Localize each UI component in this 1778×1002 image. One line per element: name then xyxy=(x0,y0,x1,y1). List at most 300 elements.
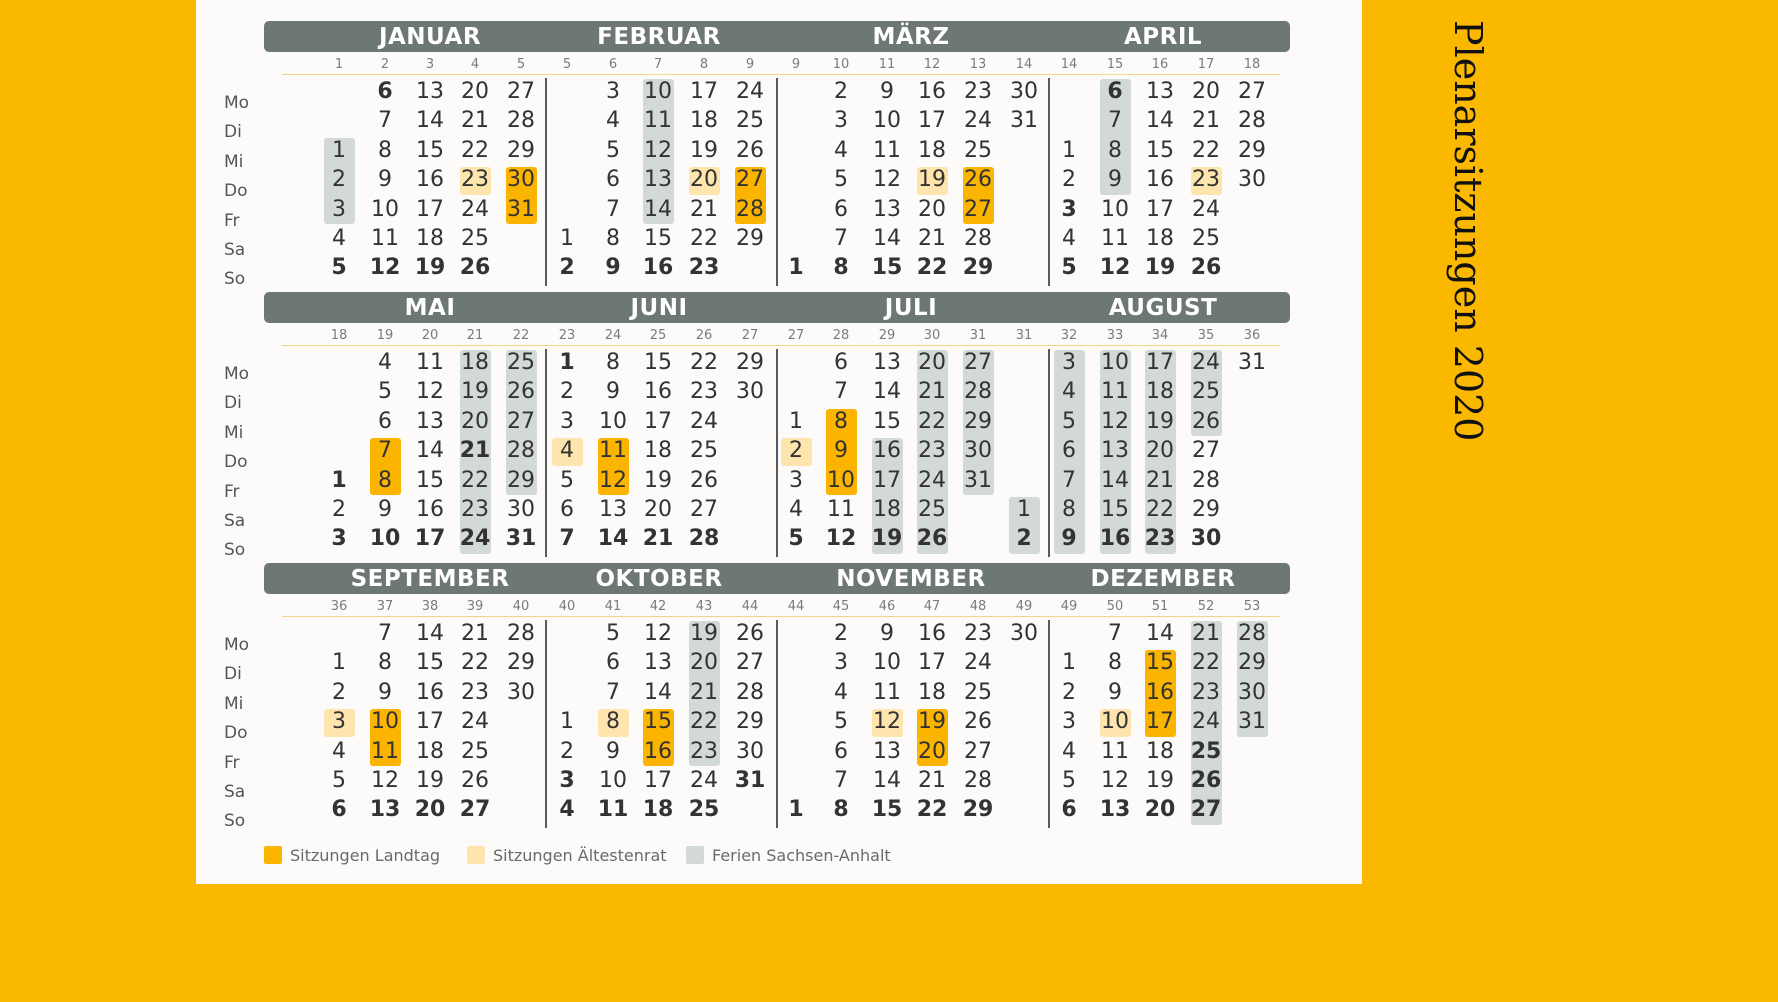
week-number: 5 xyxy=(562,57,572,72)
week-number: 36 xyxy=(330,599,348,614)
day-cell: 2 xyxy=(789,438,803,464)
week-number: 9 xyxy=(791,57,801,72)
week-number: 37 xyxy=(376,599,394,614)
day-cell: 14 xyxy=(1146,108,1174,134)
day-cell: 17 xyxy=(690,79,718,104)
day-cell: 10 xyxy=(371,196,399,222)
day-cell: 26 xyxy=(1190,768,1222,793)
month-separator xyxy=(1048,620,1050,828)
day-cell: 17 xyxy=(918,650,946,676)
day-cell: 17 xyxy=(1146,709,1174,735)
day-cell: 30 xyxy=(736,738,764,764)
week-number: 4 xyxy=(470,57,480,72)
day-cell: 3 xyxy=(1061,196,1077,222)
day-cell: 7 xyxy=(606,679,620,705)
day-cell: 8 xyxy=(834,408,848,434)
day-cell: 12 xyxy=(369,255,401,281)
week-number: 18 xyxy=(330,328,348,343)
day-cell: 20 xyxy=(461,408,489,434)
day-cell: 24 xyxy=(690,768,718,793)
day-cell: 10 xyxy=(644,79,672,104)
day-cell: 16 xyxy=(416,167,444,193)
day-cell: 17 xyxy=(416,196,444,222)
day-cell: 28 xyxy=(1192,467,1220,493)
week-number: 49 xyxy=(1015,599,1033,614)
day-cell: 28 xyxy=(507,621,535,646)
legend-swatch xyxy=(467,846,485,864)
month-separator xyxy=(776,78,778,286)
legend-item xyxy=(264,846,440,864)
day-cell: 2 xyxy=(1062,679,1076,705)
day-cell: 25 xyxy=(690,438,718,464)
week-number: 18 xyxy=(1243,57,1261,72)
day-cell: 23 xyxy=(688,255,720,281)
weekday-label: Fr xyxy=(224,481,240,502)
day-cell: 18 xyxy=(642,797,674,823)
month-separator xyxy=(776,620,778,828)
day-cell: 29 xyxy=(736,350,764,375)
day-cell: 13 xyxy=(369,797,401,823)
weekday-label: Mo xyxy=(224,93,250,113)
day-cell: 29 xyxy=(736,226,764,251)
day-cell: 27 xyxy=(964,196,992,222)
day-cell: 31 xyxy=(964,467,992,493)
day-cell: 1 xyxy=(332,137,346,163)
day-cell: 11 xyxy=(873,137,901,163)
day-cell: 25 xyxy=(1190,738,1222,764)
day-cell: 8 xyxy=(606,350,620,375)
day-cell: 18 xyxy=(461,350,489,375)
day-cell: 27 xyxy=(1238,79,1266,104)
day-cell: 19 xyxy=(1146,768,1174,793)
day-cell: 1 xyxy=(1062,137,1076,163)
day-cell: 21 xyxy=(918,226,946,251)
day-cell: 22 xyxy=(461,137,489,163)
month-name: APRIL xyxy=(1123,24,1203,50)
week-number: 42 xyxy=(649,599,667,614)
day-cell: 17 xyxy=(918,108,946,134)
week-number: 28 xyxy=(832,328,850,343)
day-cell: 28 xyxy=(964,379,992,405)
day-cell: 12 xyxy=(371,768,399,793)
week-number: 5 xyxy=(516,57,526,72)
day-cell: 21 xyxy=(1192,108,1220,134)
day-cell: 19 xyxy=(690,621,718,646)
day-cell: 4 xyxy=(1062,738,1076,764)
day-cell: 7 xyxy=(1108,621,1122,646)
day-cell: 7 xyxy=(834,226,848,251)
day-cell: 20 xyxy=(461,79,489,104)
day-cell: 15 xyxy=(416,137,444,163)
day-cell: 2 xyxy=(1062,167,1076,193)
weekday-label: So xyxy=(224,811,246,832)
day-cell: 21 xyxy=(1146,467,1174,493)
day-cell: 27 xyxy=(736,650,764,676)
day-cell: 11 xyxy=(873,679,901,705)
day-cell: 31 xyxy=(1010,108,1038,134)
legend-item xyxy=(686,846,891,864)
day-cell: 23 xyxy=(461,167,489,193)
day-cell: 5 xyxy=(606,137,620,163)
week-number: 40 xyxy=(512,599,530,614)
day-cell: 10 xyxy=(369,526,401,552)
day-cell: 9 xyxy=(834,438,848,464)
week-number: 51 xyxy=(1151,599,1169,614)
week-number: 27 xyxy=(741,328,759,343)
day-cell: 21 xyxy=(459,438,491,464)
day-cell: 28 xyxy=(1238,621,1266,646)
month-name: JULI xyxy=(884,295,938,321)
week-number: 14 xyxy=(1060,57,1078,72)
day-cell: 3 xyxy=(331,526,347,552)
month-name: JANUAR xyxy=(378,24,482,50)
day-cell: 6 xyxy=(834,196,848,222)
day-cell: 12 xyxy=(644,621,672,646)
day-cell: 7 xyxy=(834,379,848,405)
day-cell: 29 xyxy=(1192,497,1220,522)
day-cell: 17 xyxy=(873,467,901,493)
day-cell: 16 xyxy=(416,497,444,522)
day-cell: 23 xyxy=(1192,167,1220,193)
day-cell: 19 xyxy=(1146,408,1174,434)
day-cell: 3 xyxy=(560,408,574,434)
week-number: 2 xyxy=(380,57,390,72)
day-cell: 9 xyxy=(606,379,620,405)
divider-line xyxy=(282,74,1280,75)
week-number: 31 xyxy=(1015,328,1033,343)
week-number: 32 xyxy=(1060,328,1078,343)
day-cell: 10 xyxy=(599,768,627,793)
week-number: 38 xyxy=(421,599,439,614)
month-name: AUGUST xyxy=(1108,295,1218,321)
day-cell: 2 xyxy=(332,679,346,705)
day-cell: 3 xyxy=(834,650,848,676)
day-cell: 25 xyxy=(1192,226,1220,251)
day-cell: 1 xyxy=(331,467,347,493)
day-cell: 25 xyxy=(964,679,992,705)
week-number: 11 xyxy=(878,57,896,72)
week-number: 17 xyxy=(1197,57,1215,72)
day-cell: 29 xyxy=(1238,650,1266,676)
day-cell: 23 xyxy=(690,738,718,764)
day-cell: 28 xyxy=(964,768,992,793)
day-cell: 18 xyxy=(918,679,946,705)
day-cell: 29 xyxy=(507,467,535,493)
day-cell: 4 xyxy=(560,438,574,464)
day-cell: 15 xyxy=(644,709,672,735)
day-cell: 8 xyxy=(833,255,849,281)
day-cell: 20 xyxy=(918,350,946,375)
day-cell: 25 xyxy=(918,497,946,522)
day-cell: 15 xyxy=(1101,497,1129,522)
day-cell: 12 xyxy=(416,379,444,405)
day-cell: 18 xyxy=(1146,379,1174,405)
day-cell: 3 xyxy=(606,79,620,104)
day-cell: 28 xyxy=(736,196,764,222)
day-cell: 30 xyxy=(507,679,535,705)
day-cell: 12 xyxy=(873,709,901,735)
day-cell: 5 xyxy=(378,379,392,405)
day-cell: 5 xyxy=(1062,768,1076,793)
day-cell: 5 xyxy=(331,255,347,281)
day-cell: 10 xyxy=(827,467,855,493)
week-number: 53 xyxy=(1243,599,1261,614)
day-cell: 4 xyxy=(559,797,575,823)
day-cell: 16 xyxy=(644,379,672,405)
day-cell: 26 xyxy=(964,709,992,735)
day-cell: 12 xyxy=(599,467,627,493)
week-number: 48 xyxy=(969,599,987,614)
day-cell: 17 xyxy=(1146,196,1174,222)
day-cell: 18 xyxy=(1146,226,1174,251)
week-number: 23 xyxy=(558,328,576,343)
day-cell: 19 xyxy=(918,167,946,193)
week-number: 45 xyxy=(832,599,850,614)
legend-swatch xyxy=(264,846,282,864)
day-cell: 23 xyxy=(1144,526,1176,552)
day-cell: 22 xyxy=(1192,137,1220,163)
week-number: 36 xyxy=(1243,328,1261,343)
weekday-label: Di xyxy=(224,393,242,414)
day-cell: 8 xyxy=(1108,650,1122,676)
week-number: 21 xyxy=(466,328,484,343)
day-cell: 4 xyxy=(789,497,803,522)
title-strip xyxy=(1362,0,1568,884)
day-cell: 7 xyxy=(606,196,620,222)
day-cell: 9 xyxy=(1108,167,1122,193)
day-cell: 26 xyxy=(736,621,764,646)
day-cell: 31 xyxy=(1238,709,1266,735)
month-name: JUNI xyxy=(630,295,688,321)
day-cell: 5 xyxy=(606,621,620,646)
day-cell: 1 xyxy=(332,650,346,676)
day-cell: 15 xyxy=(1146,137,1174,163)
day-cell: 21 xyxy=(461,108,489,134)
day-cell: 28 xyxy=(507,438,535,464)
day-cell: 21 xyxy=(690,679,718,705)
day-cell: 2 xyxy=(560,738,574,764)
day-cell: 6 xyxy=(560,497,574,522)
day-cell: 17 xyxy=(1146,350,1174,375)
day-cell: 30 xyxy=(964,438,992,464)
day-cell: 11 xyxy=(644,108,672,134)
day-cell: 5 xyxy=(788,526,804,552)
day-cell: 9 xyxy=(378,497,392,522)
day-cell: 13 xyxy=(644,650,672,676)
week-number: 44 xyxy=(787,599,805,614)
day-cell: 4 xyxy=(1062,226,1076,251)
day-cell: 1 xyxy=(1017,497,1031,522)
day-cell: 14 xyxy=(416,621,444,646)
day-cell: 19 xyxy=(690,137,718,163)
day-cell: 13 xyxy=(1146,79,1174,104)
day-cell: 20 xyxy=(1192,79,1220,104)
day-cell: 14 xyxy=(416,438,444,464)
day-cell: 20 xyxy=(690,167,718,193)
day-cell: 11 xyxy=(1101,738,1129,764)
day-cell: 1 xyxy=(789,408,803,434)
day-cell: 27 xyxy=(507,408,535,434)
week-number: 13 xyxy=(969,57,987,72)
month-separator xyxy=(545,349,547,557)
day-cell: 15 xyxy=(644,350,672,375)
day-cell: 8 xyxy=(606,709,620,735)
day-cell: 7 xyxy=(559,526,575,552)
day-cell: 17 xyxy=(414,526,446,552)
day-cell: 20 xyxy=(644,497,672,522)
day-cell: 18 xyxy=(1146,738,1174,764)
day-cell: 5 xyxy=(560,467,574,493)
day-cell: 4 xyxy=(606,108,620,134)
day-cell: 28 xyxy=(507,108,535,134)
day-cell: 30 xyxy=(1238,167,1266,193)
day-cell: 20 xyxy=(918,196,946,222)
day-cell: 7 xyxy=(378,438,392,464)
weekday-label: Sa xyxy=(224,782,246,802)
day-cell: 30 xyxy=(1190,526,1222,552)
day-cell: 3 xyxy=(1062,350,1076,375)
day-cell: 18 xyxy=(416,226,444,251)
divider-line xyxy=(282,616,1280,617)
week-number: 16 xyxy=(1151,57,1169,72)
day-cell: 11 xyxy=(1101,379,1129,405)
week-number: 47 xyxy=(923,599,941,614)
day-cell: 25 xyxy=(688,797,720,823)
day-cell: 6 xyxy=(834,350,848,375)
day-cell: 10 xyxy=(371,709,399,735)
day-cell: 26 xyxy=(690,467,718,493)
week-number: 29 xyxy=(878,328,896,343)
day-cell: 23 xyxy=(461,679,489,705)
day-cell: 5 xyxy=(332,768,346,793)
month-name: FEBRUAR xyxy=(597,24,721,50)
week-number: 6 xyxy=(608,57,618,72)
week-number: 43 xyxy=(695,599,713,614)
day-cell: 17 xyxy=(644,768,672,793)
week-number: 22 xyxy=(512,328,530,343)
day-cell: 15 xyxy=(873,408,901,434)
day-cell: 12 xyxy=(1101,768,1129,793)
day-cell: 1 xyxy=(559,350,575,375)
day-cell: 13 xyxy=(873,738,901,764)
day-cell: 4 xyxy=(332,738,346,764)
day-cell: 23 xyxy=(461,497,489,522)
weekday-label: Mi xyxy=(224,422,244,443)
day-cell: 3 xyxy=(789,467,803,493)
day-cell: 22 xyxy=(1192,650,1220,676)
day-cell: 10 xyxy=(599,408,627,434)
day-cell: 4 xyxy=(1062,379,1076,405)
weekday-label: Fr xyxy=(224,752,240,773)
week-number: 49 xyxy=(1060,599,1078,614)
day-cell: 27 xyxy=(964,350,992,375)
day-cell: 21 xyxy=(918,768,946,793)
day-cell: 13 xyxy=(873,196,901,222)
day-cell: 26 xyxy=(964,167,992,193)
day-cell: 19 xyxy=(414,255,446,281)
day-cell: 5 xyxy=(1062,408,1076,434)
month-separator xyxy=(1048,349,1050,557)
month-separator xyxy=(1048,78,1050,286)
day-cell: 11 xyxy=(827,497,855,522)
day-cell: 9 xyxy=(880,621,894,646)
month-name: NOVEMBER xyxy=(836,566,986,592)
week-number: 31 xyxy=(969,328,987,343)
day-cell: 8 xyxy=(378,137,392,163)
day-cell: 9 xyxy=(880,79,894,104)
weekday-label: Sa xyxy=(224,511,246,531)
day-cell: 11 xyxy=(371,226,399,251)
day-cell: 6 xyxy=(606,167,620,193)
week-number: 14 xyxy=(1015,57,1033,72)
day-cell: 2 xyxy=(834,621,848,646)
day-cell: 15 xyxy=(871,797,903,823)
week-number: 1 xyxy=(334,57,344,72)
day-cell: 19 xyxy=(1144,255,1176,281)
day-cell: 5 xyxy=(834,709,848,735)
week-number: 44 xyxy=(741,599,759,614)
day-cell: 18 xyxy=(918,137,946,163)
day-cell: 9 xyxy=(1108,679,1122,705)
month-name: MÄRZ xyxy=(872,24,950,50)
day-cell: 13 xyxy=(873,350,901,375)
day-cell: 23 xyxy=(964,621,992,646)
day-cell: 14 xyxy=(644,196,672,222)
day-cell: 16 xyxy=(644,738,672,764)
day-cell: 19 xyxy=(461,379,489,405)
day-cell: 6 xyxy=(1062,438,1076,464)
day-cell: 1 xyxy=(560,226,574,251)
day-cell: 26 xyxy=(916,526,948,552)
day-cell: 21 xyxy=(690,196,718,222)
month-separator xyxy=(776,349,778,557)
day-cell: 30 xyxy=(507,167,535,193)
week-number: 35 xyxy=(1197,328,1215,343)
day-cell: 3 xyxy=(332,196,346,222)
week-number: 41 xyxy=(604,599,622,614)
day-cell: 8 xyxy=(606,226,620,251)
day-cell: 20 xyxy=(1144,797,1176,823)
week-number: 39 xyxy=(466,599,484,614)
weekday-label: Mi xyxy=(224,151,244,172)
day-cell: 16 xyxy=(873,438,901,464)
day-cell: 28 xyxy=(736,679,764,705)
day-cell: 29 xyxy=(964,408,992,434)
day-cell: 27 xyxy=(459,797,491,823)
day-cell: 16 xyxy=(1146,679,1174,705)
week-number: 50 xyxy=(1106,599,1124,614)
day-cell: 12 xyxy=(825,526,857,552)
day-cell: 4 xyxy=(834,137,848,163)
day-cell: 21 xyxy=(642,526,674,552)
legend-swatch xyxy=(686,846,704,864)
day-cell: 22 xyxy=(461,650,489,676)
day-cell: 29 xyxy=(507,650,535,676)
day-cell: 24 xyxy=(1192,196,1220,222)
legend-label: Sitzungen Ältestenrat xyxy=(493,845,667,865)
day-cell: 1 xyxy=(560,709,574,735)
day-cell: 31 xyxy=(734,768,766,793)
day-cell: 22 xyxy=(690,226,718,251)
month-name: DEZEMBER xyxy=(1090,566,1236,592)
day-cell: 19 xyxy=(871,526,903,552)
day-cell: 2 xyxy=(560,379,574,405)
day-cell: 3 xyxy=(332,709,346,735)
day-cell: 10 xyxy=(1101,709,1129,735)
day-cell: 28 xyxy=(688,526,720,552)
day-cell: 27 xyxy=(690,497,718,522)
day-cell: 29 xyxy=(507,137,535,163)
